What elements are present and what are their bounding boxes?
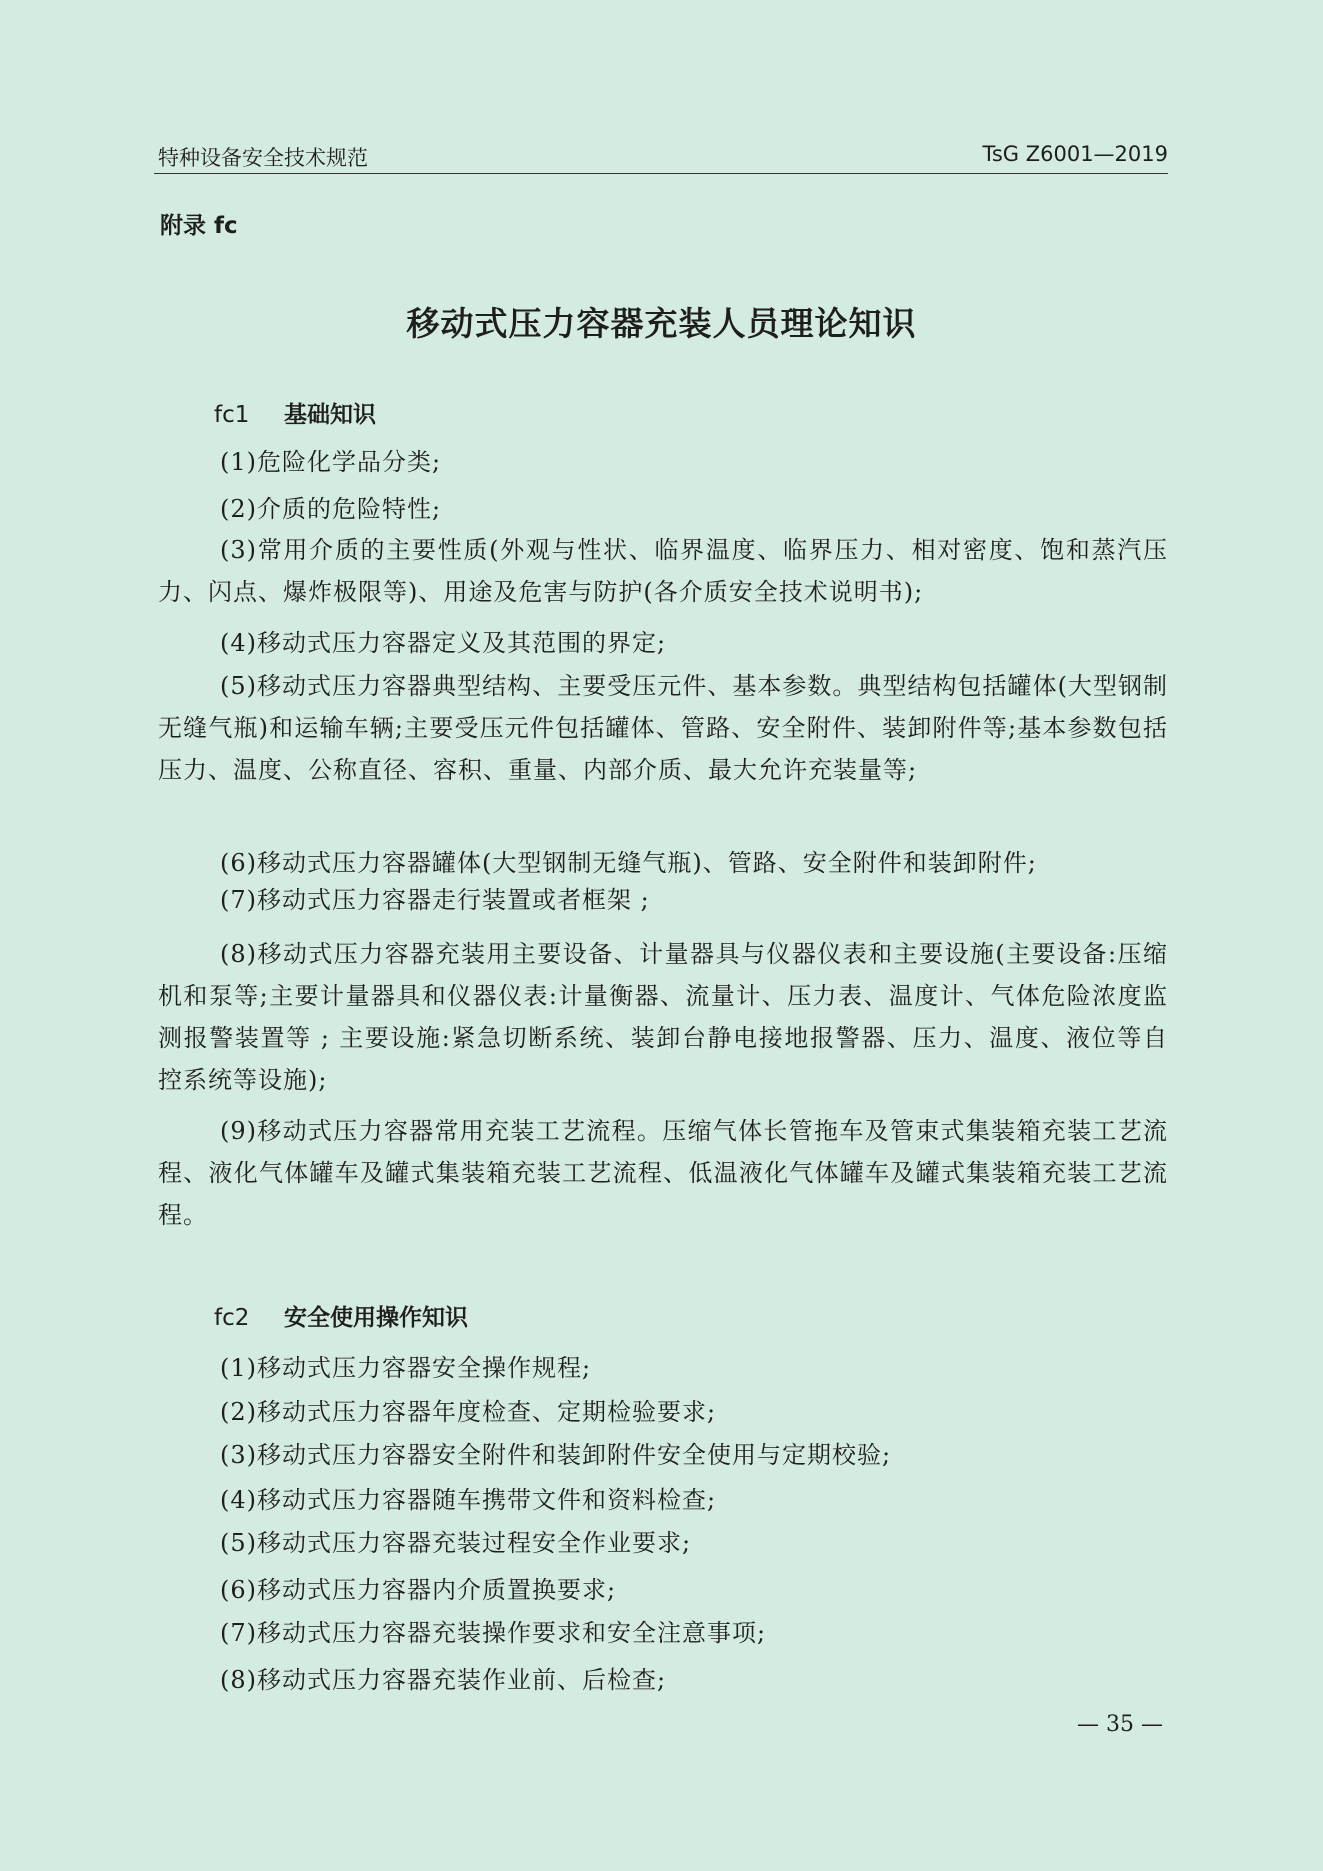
section-title: 安全使用操作知识 [284,1305,468,1331]
list-item: (7)移动式压力容器充装操作要求和安全注意事项; [220,1619,767,1647]
list-item: (6)移动式压力容器罐体(大型钢制无缝气瓶)、管路、安全附件和装卸附件; [220,849,1037,877]
list-item: (5)移动式压力容器典型结构、主要受压元件、基本参数。典型结构包括罐体(大型钢制无缝气瓶)和运输车辆;主要受压元件包括罐体、管路、安全附件、装卸附件等;基本参数包括压力、温度、公称直径、容积、重量、内部介质、最大允许充装量等; [158,672,1168,784]
list-item: (4)移动式压力容器随车携带文件和资料检查; [220,1486,717,1514]
page-title: 移动式压力容器充装人员理论知识 [406,304,917,343]
list-item: (9)移动式压力容器常用充装工艺流程。压缩气体长管拖车及管束式集装箱充装工艺流程、液化气体罐车及罐式集装箱充装工艺流程、低温液化气体罐车及罐式集装箱充装工艺流程。 [158,1117,1168,1229]
header-divider [154,173,1168,174]
list-item: (1)危险化学品分类; [220,448,442,476]
header-standard-category: 特种设备安全技术规范 [158,146,368,170]
section-heading-fc2 [214,1299,468,1332]
list-item: (2)介质的危险特性; [220,495,442,523]
section-title: 基础知识 [284,402,376,428]
appendix-label: 附录 fc [160,213,238,239]
list-item: (7)移动式压力容器走行装置或者框架 ; [220,886,650,914]
section-number: fc1 [214,402,250,428]
page-number: — 35 — [1077,1712,1163,1737]
list-item: (3)常用介质的主要性质(外观与性状、临界温度、临界压力、相对密度、饱和蒸汽压力、闪点、爆炸极限等)、用途及危害与防护(各介质安全技术说明书); [158,536,1168,606]
list-item: (5)移动式压力容器充装过程安全作业要求; [220,1529,692,1557]
list-item: (6)移动式压力容器内介质置换要求; [220,1576,617,1604]
list-item: (8)移动式压力容器充装作业前、后检查; [220,1666,667,1694]
list-item: (8)移动式压力容器充装用主要设备、计量器具与仪器仪表和主要设施(主要设备:压缩机和泵等;主要计量器具和仪器仪表:计量衡器、流量计、压力表、温度计、气体危险浓度监测报警装置等 ; 主要设施:紧急切断系统、装卸台静电接地报警器、压力、温度、液位等自控系统等设施); [158,940,1168,1094]
list-item: (3)移动式压力容器安全附件和装卸附件安全使用与定期校验; [220,1441,892,1469]
list-item: (1)移动式压力容器安全操作规程; [220,1354,592,1382]
header-standard-code: TsG Z6001—2019 [982,142,1168,166]
list-item: (2)移动式压力容器年度检查、定期检验要求; [220,1398,717,1426]
section-number: fc2 [214,1305,250,1331]
section-heading-fc1 [214,396,376,429]
list-item: (4)移动式压力容器定义及其范围的界定; [220,629,667,657]
